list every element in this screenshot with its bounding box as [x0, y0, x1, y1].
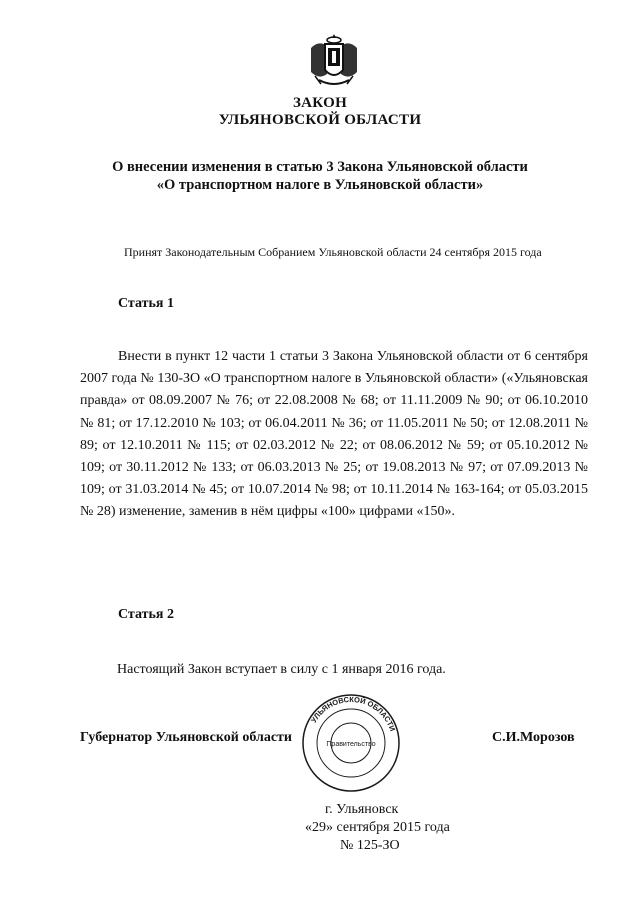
article-1-text: Внести в пункт 12 части 1 статьи 3 Закона Ульяновской области от 6 сентября 2007 года № 130-ЗО «О транспортном налоге в Ульяновской области» («Ульяновская правда» от 08.09.2007 № 76; от 22.08.2008 № 68; от 11.11.2009 № 90; от 06.10.2010 № 81; от 17.12.2010 № 103; от 06.04.2011 № 36; от 11.05.2011 № 50; от 12.08.2011 № 89; от 12.10.2011 № 115; от 02.03.2012 № 22; от 08.06.2012 № 59; от 05.10.2012 № 109; от 30.11.2012 № 133; от 06.03.2013 № 25; от 19.08.2013 № 97; от 07.09.2013 № 109; от 31.03.2014 № 45; от 10.07.2014 № 98; от 10.11.2014 № 163-164; от 05.03.2015 № 28) изменение, заменив в нём цифры «100» цифрами «150».: [80, 349, 588, 520]
stamp-center-text: Правительство: [326, 741, 376, 748]
law-subject-line2: «О транспортном налоге в Ульяновской области»: [156, 177, 484, 193]
official-seal-icon: [300, 692, 402, 794]
law-number: № 125-ЗО: [340, 838, 400, 853]
law-title: [0, 95, 640, 129]
law-title-line2: УЛЬЯНОВСКОЙ ОБЛАСТИ: [218, 112, 422, 128]
law-title-line1: ЗАКОН: [292, 95, 348, 111]
signing-place: г. Ульяновск: [325, 802, 399, 817]
governor-title: Губернатор Ульяновской области: [80, 730, 292, 745]
signing-date: «29» сентября 2015 года: [305, 820, 450, 835]
stamp-ring-text: УЛЬЯНОВСКОЙ ОБЛАСТИ: [309, 694, 398, 733]
svg-text:УЛЬЯНОВСКОЙ ОБЛАСТИ: [309, 695, 397, 733]
law-subject: [0, 158, 640, 194]
article-2-text: Настоящий Закон вступает в силу с 1 января 2016 года.: [117, 662, 446, 677]
article-1-heading: Статья 1: [118, 296, 174, 311]
governor-name: С.И.Морозов: [492, 730, 575, 745]
adoption-note: Принят Законодательным Собранием Ульяновской области 24 сентября 2015 года: [124, 245, 542, 259]
coat-of-arms-icon: [305, 30, 363, 90]
law-subject-line1: О внесении изменения в статью 3 Закона Ульяновской области: [112, 159, 528, 175]
article-2-heading: Статья 2: [118, 607, 174, 622]
